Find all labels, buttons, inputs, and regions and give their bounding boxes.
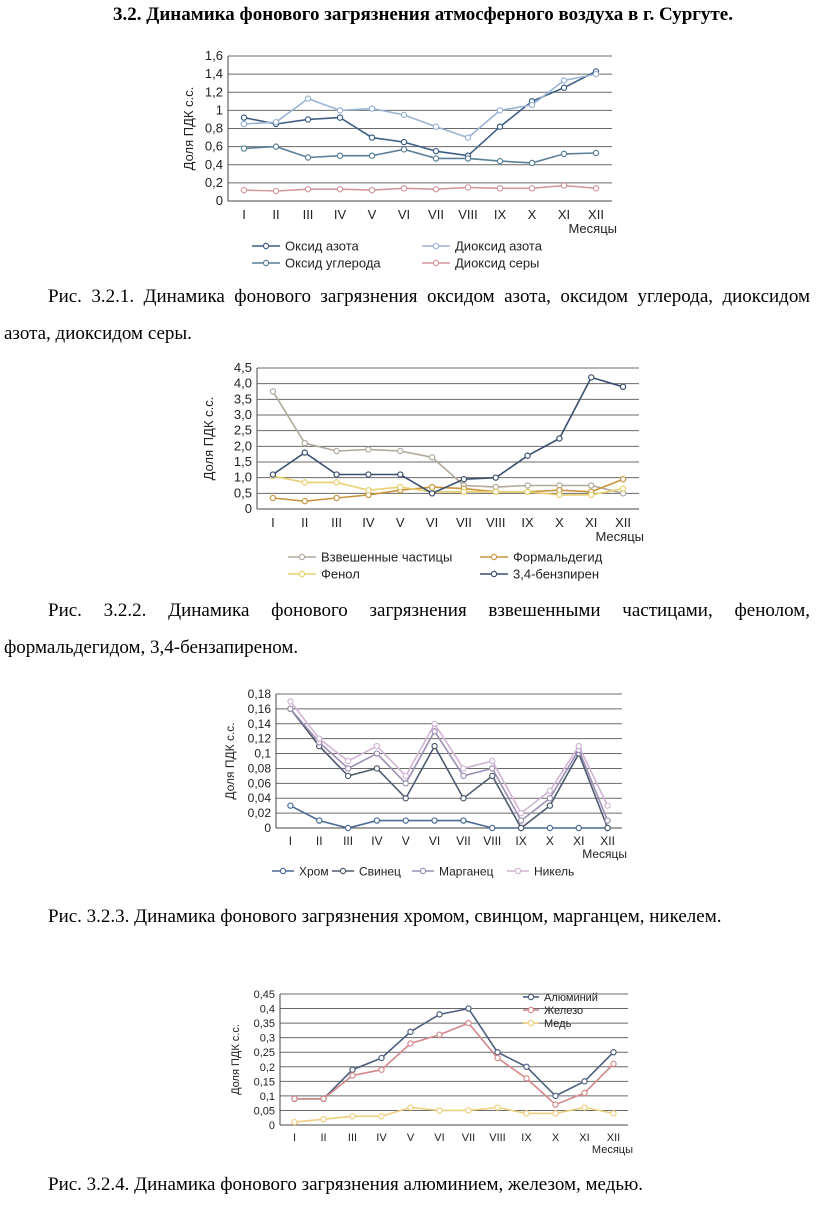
y-tick-label: 0 <box>244 501 252 516</box>
data-point <box>429 491 434 496</box>
data-point <box>350 1114 355 1119</box>
data-point <box>288 699 293 704</box>
data-point <box>461 773 466 778</box>
y-tick-label: 0 <box>215 193 223 208</box>
y-tick-label: 4,5 <box>233 360 252 375</box>
data-point <box>518 825 523 830</box>
data-point <box>518 818 523 823</box>
y-tick-label: 0,3 <box>259 1032 275 1045</box>
legend-label: Фенол <box>321 566 360 582</box>
y-tick-label: 0,25 <box>253 1047 275 1060</box>
data-point <box>345 825 350 830</box>
data-point <box>465 185 470 190</box>
y-tick-label: 0 <box>264 821 271 835</box>
data-point <box>547 825 552 830</box>
data-point <box>547 803 552 808</box>
data-point <box>493 489 498 494</box>
data-point <box>366 488 371 493</box>
data-point <box>302 499 307 504</box>
data-point <box>379 1055 384 1060</box>
data-point <box>561 183 566 188</box>
data-point <box>398 484 403 489</box>
data-point <box>433 149 438 154</box>
legend-marker <box>528 994 533 999</box>
y-tick-label: 0,4 <box>204 156 223 172</box>
data-point <box>366 447 371 452</box>
x-tick-label: V <box>401 834 410 848</box>
y-tick-label: 0,4 <box>259 1003 275 1016</box>
data-point <box>495 1050 500 1055</box>
series-line <box>273 377 623 493</box>
data-point <box>561 151 566 156</box>
data-point <box>337 153 342 158</box>
data-point <box>433 124 438 129</box>
series-line <box>295 1023 614 1105</box>
x-tick-label: IX <box>515 834 527 848</box>
data-point <box>403 781 408 786</box>
data-point <box>270 389 275 394</box>
x-tick-label: VII <box>456 834 471 848</box>
legend-marker <box>491 554 496 559</box>
data-point <box>593 150 598 155</box>
y-tick-label: 0,2 <box>204 174 223 190</box>
data-point <box>557 436 562 441</box>
x-tick-label: IX <box>521 1132 532 1144</box>
data-point <box>525 453 530 458</box>
data-point <box>345 758 350 763</box>
data-point <box>529 186 534 191</box>
y-tick-label: 0,35 <box>253 1018 275 1031</box>
legend-label: Хром <box>299 864 329 879</box>
data-point <box>433 156 438 161</box>
data-point <box>401 186 406 191</box>
x-tick-label: III <box>302 207 314 222</box>
x-tick-label: I <box>292 1132 297 1144</box>
y-tick-label: 0,18 <box>247 687 271 701</box>
data-point <box>524 1111 529 1116</box>
data-point <box>525 483 530 488</box>
x-tick-label: IX <box>493 207 507 222</box>
y-tick-label: 1,4 <box>204 66 223 82</box>
data-point <box>398 448 403 453</box>
x-tick-label: VIII <box>485 515 506 530</box>
y-tick-label: 1 <box>215 102 223 118</box>
data-point <box>305 117 310 122</box>
data-point <box>350 1073 355 1078</box>
x-tick-label: VIII <box>489 1132 506 1144</box>
data-point <box>374 751 379 756</box>
data-point <box>605 825 610 830</box>
legend-marker <box>280 868 285 873</box>
y-tick-label: 0,02 <box>247 806 271 821</box>
x-tick-label: X <box>545 834 554 848</box>
data-point <box>408 1041 413 1046</box>
data-point <box>518 811 523 816</box>
data-point <box>553 1093 558 1098</box>
data-point <box>317 818 322 823</box>
x-tick-label: V <box>367 207 377 222</box>
y-tick-label: 0 <box>268 1120 275 1132</box>
data-point <box>465 156 470 161</box>
data-point <box>553 1111 558 1116</box>
section-heading: 3.2. Динамика фонового загрязнения атмосферного воздуха в г. Сургуте. <box>113 4 733 25</box>
data-point <box>408 1029 413 1034</box>
data-point <box>432 729 437 734</box>
data-point <box>408 1105 413 1110</box>
legend-label: Оксид углерода <box>285 255 381 271</box>
data-point <box>366 472 371 477</box>
x-tick-label: III <box>331 515 343 530</box>
y-tick-label: 0,12 <box>247 731 271 746</box>
data-point <box>403 818 408 823</box>
data-point <box>611 1111 616 1116</box>
data-point <box>490 758 495 763</box>
data-point <box>593 72 598 77</box>
data-point <box>374 766 379 771</box>
data-point <box>270 472 275 477</box>
series-line <box>290 806 607 828</box>
data-point <box>529 160 534 165</box>
y-tick-label: 0,08 <box>247 761 271 776</box>
legend-marker <box>433 260 438 265</box>
data-point <box>241 146 246 151</box>
y-tick-label: 1,2 <box>204 84 223 100</box>
data-point <box>589 483 594 488</box>
legend-marker <box>491 571 496 576</box>
y-tick-label: 0,6 <box>204 138 223 154</box>
data-point <box>379 1114 384 1119</box>
data-point <box>611 1050 616 1055</box>
legend-label: Медь <box>544 1017 572 1030</box>
data-point <box>589 375 594 380</box>
x-tick-label: X <box>551 1132 560 1144</box>
data-point <box>620 477 625 482</box>
data-point <box>337 187 342 192</box>
legend-label: Алюминий <box>544 991 598 1004</box>
legend-marker <box>515 868 520 873</box>
x-tick-label: IV <box>371 834 383 848</box>
data-point <box>576 744 581 749</box>
x-tick-label: V <box>406 1132 415 1144</box>
figure-caption-3: Рис. 3.2.3. Динамика фонового загрязнения хромом, свинцом, марганцем, никелем. <box>48 906 722 927</box>
data-point <box>369 135 374 140</box>
data-point <box>273 120 278 125</box>
data-point <box>432 721 437 726</box>
legend-label: Железо <box>544 1004 584 1017</box>
data-point <box>553 1102 558 1107</box>
data-point <box>466 1006 471 1011</box>
legend-label: Взвешенные частицы <box>321 549 453 565</box>
data-point <box>620 384 625 389</box>
legend-marker <box>433 243 438 248</box>
y-tick-label: 2,5 <box>233 422 252 438</box>
y-axis-label: Доля ПДК с.с. <box>230 1024 242 1095</box>
data-point <box>582 1079 587 1084</box>
x-tick-label: XII <box>615 515 632 530</box>
data-point <box>379 1067 384 1072</box>
legend-label: Диоксид азота <box>455 238 542 254</box>
data-point <box>576 825 581 830</box>
data-point <box>241 121 246 126</box>
data-point <box>321 1117 326 1122</box>
data-point <box>305 96 310 101</box>
data-point <box>461 477 466 482</box>
data-point <box>302 450 307 455</box>
data-point <box>466 1108 471 1113</box>
x-axis-label: Месяцы <box>591 1144 633 1156</box>
x-tick-label: I <box>271 515 275 530</box>
x-tick-label: XI <box>585 515 598 530</box>
y-axis-label: Доля ПДК с.с. <box>223 722 237 800</box>
x-tick-label: XII <box>588 207 604 222</box>
series-line <box>244 71 596 155</box>
data-point <box>497 124 502 129</box>
data-point <box>461 796 466 801</box>
x-tick-label: VI <box>397 207 411 222</box>
legend-marker <box>263 243 268 248</box>
legend-label: Формальдегид <box>513 549 603 565</box>
x-tick-label: VIII <box>458 207 478 222</box>
data-point <box>497 159 502 164</box>
data-point <box>345 766 350 771</box>
data-point <box>605 803 610 808</box>
data-point <box>547 788 552 793</box>
x-tick-label: VII <box>455 515 472 530</box>
y-tick-label: 0,14 <box>247 716 271 731</box>
x-tick-label: II <box>301 515 309 530</box>
y-tick-label: 1,6 <box>204 48 223 63</box>
data-point <box>273 188 278 193</box>
legend-marker <box>528 1007 533 1012</box>
data-point <box>334 480 339 485</box>
data-point <box>605 818 610 823</box>
data-point <box>273 144 278 149</box>
data-point <box>369 106 374 111</box>
data-point <box>497 186 502 191</box>
data-point <box>241 188 246 193</box>
legend-marker <box>263 260 268 265</box>
chart-3 <box>222 682 642 880</box>
x-tick-label: IV <box>362 515 375 530</box>
legend-marker <box>528 1020 533 1025</box>
data-point <box>525 489 530 494</box>
data-point <box>524 1064 529 1069</box>
x-tick-label: II <box>315 834 323 848</box>
data-point <box>429 455 434 460</box>
data-point <box>495 1105 500 1110</box>
y-axis-label: Доля ПДК с.с. <box>181 86 196 171</box>
x-tick-label: III <box>347 1132 358 1144</box>
data-point <box>466 1021 471 1026</box>
y-tick-label: 3,0 <box>233 407 252 422</box>
y-tick-label: 1,0 <box>233 469 252 485</box>
x-tick-label: XI <box>573 834 585 848</box>
x-tick-label: VI <box>425 515 439 530</box>
data-point <box>432 744 437 749</box>
data-point <box>292 1119 297 1124</box>
data-point <box>561 85 566 90</box>
y-tick-label: 3,5 <box>233 391 252 407</box>
data-point <box>529 102 534 107</box>
data-point <box>493 475 498 480</box>
data-point <box>465 135 470 140</box>
data-point <box>337 108 342 113</box>
data-point <box>620 486 625 491</box>
y-tick-label: 1,5 <box>233 454 252 469</box>
legend-marker <box>299 554 304 559</box>
data-point <box>292 1096 297 1101</box>
x-tick-label: II <box>272 207 280 222</box>
x-tick-label: IX <box>521 515 534 530</box>
data-point <box>337 115 342 120</box>
x-tick-label: XII <box>606 1132 621 1144</box>
data-point <box>497 108 502 113</box>
data-point <box>403 773 408 778</box>
legend-label: Свинец <box>359 864 401 879</box>
data-point <box>495 1055 500 1060</box>
data-point <box>334 495 339 500</box>
figure-caption-4: Рис. 3.2.4. Динамика фонового загрязнения алюминием, железом, медью. <box>48 1174 644 1195</box>
x-tick-label: VII <box>428 207 444 222</box>
figure-caption-1: Рис. 3.2.1. Динамика фонового загрязнения оксидом азота, оксидом углерода, диоксидом азота, диоксидом серы. <box>4 286 810 344</box>
data-point <box>547 796 552 801</box>
series-line <box>290 701 607 813</box>
x-tick-label: IV <box>376 1132 387 1144</box>
data-point <box>317 736 322 741</box>
data-point <box>403 796 408 801</box>
data-point <box>369 188 374 193</box>
x-tick-label: I <box>242 207 246 222</box>
x-tick-label: VII <box>461 1132 476 1144</box>
legend-label: 3,4-бензпирен <box>513 566 600 582</box>
x-tick-label: V <box>395 515 405 530</box>
y-tick-label: 4,0 <box>233 375 252 391</box>
x-tick-label: VI <box>434 1132 445 1144</box>
data-point <box>241 115 246 120</box>
y-tick-label: 0,04 <box>247 791 271 806</box>
data-point <box>589 492 594 497</box>
data-point <box>398 472 403 477</box>
data-point <box>490 766 495 771</box>
data-point <box>401 112 406 117</box>
y-tick-label: 2,0 <box>233 438 252 454</box>
chart-2 <box>200 358 660 588</box>
data-point <box>461 818 466 823</box>
data-point <box>432 818 437 823</box>
y-tick-label: 0,1 <box>254 746 271 761</box>
chart-1 <box>180 48 640 276</box>
x-tick-label: III <box>343 834 354 848</box>
legend-marker <box>420 868 425 873</box>
data-point <box>334 448 339 453</box>
data-point <box>302 441 307 446</box>
data-point <box>305 155 310 160</box>
data-point <box>302 480 307 485</box>
series-line <box>244 186 596 191</box>
data-point <box>374 744 379 749</box>
legend-marker <box>340 868 345 873</box>
data-point <box>582 1090 587 1095</box>
data-point <box>611 1061 616 1066</box>
series-line <box>244 147 596 163</box>
x-tick-label: XII <box>600 834 615 848</box>
figure-caption-2: Рис. 3.2.2. Динамика фонового загрязнения взвешенными частицами, фенолом, формальдегидом, 3,4-бензапиреном. <box>4 600 810 658</box>
data-point <box>305 187 310 192</box>
x-tick-label: I <box>288 834 293 848</box>
x-tick-label: XI <box>557 207 571 222</box>
x-axis-label: Месяцы <box>595 529 644 544</box>
data-point <box>524 1076 529 1081</box>
y-axis-label: Доля ПДК с.с. <box>201 396 216 481</box>
data-point <box>288 706 293 711</box>
x-axis-label: Месяцы <box>582 847 627 861</box>
x-tick-label: II <box>320 1132 327 1144</box>
data-point <box>334 472 339 477</box>
legend-label: Марганец <box>439 864 494 879</box>
y-tick-label: 0,15 <box>253 1076 275 1089</box>
data-point <box>401 147 406 152</box>
y-tick-label: 0,06 <box>247 776 271 791</box>
data-point <box>437 1012 442 1017</box>
data-point <box>433 187 438 192</box>
x-tick-label: X <box>555 515 564 530</box>
data-point <box>437 1108 442 1113</box>
x-tick-label: VIII <box>483 834 502 848</box>
series-line <box>295 1108 614 1123</box>
data-point <box>593 186 598 191</box>
chart-4 <box>228 984 638 1160</box>
x-tick-label: X <box>527 207 537 222</box>
data-point <box>288 803 293 808</box>
x-tick-label: XI <box>579 1132 590 1144</box>
data-point <box>374 818 379 823</box>
y-tick-label: 0,8 <box>204 120 223 136</box>
y-tick-label: 0,16 <box>247 701 271 716</box>
x-tick-label: IV <box>333 207 347 222</box>
data-point <box>490 825 495 830</box>
y-tick-label: 0,5 <box>233 485 252 501</box>
x-tick-label: VI <box>428 834 441 848</box>
y-tick-label: 0,05 <box>253 1105 275 1118</box>
data-point <box>369 153 374 158</box>
data-point <box>582 1105 587 1110</box>
legend-label: Оксид азота <box>285 238 359 254</box>
data-point <box>270 495 275 500</box>
legend-label: Никель <box>534 864 575 879</box>
data-point <box>401 139 406 144</box>
x-axis-label: Месяцы <box>568 221 617 236</box>
legend-marker <box>299 571 304 576</box>
data-point <box>461 766 466 771</box>
data-point <box>557 492 562 497</box>
data-point <box>490 773 495 778</box>
y-tick-label: 0,2 <box>259 1061 275 1074</box>
data-point <box>321 1096 326 1101</box>
data-point <box>345 773 350 778</box>
data-point <box>350 1067 355 1072</box>
legend-label: Диоксид серы <box>455 255 540 271</box>
y-tick-label: 0,45 <box>253 989 275 1001</box>
data-point <box>561 78 566 83</box>
data-point <box>437 1032 442 1037</box>
y-tick-label: 0,1 <box>259 1090 275 1103</box>
data-point <box>461 489 466 494</box>
